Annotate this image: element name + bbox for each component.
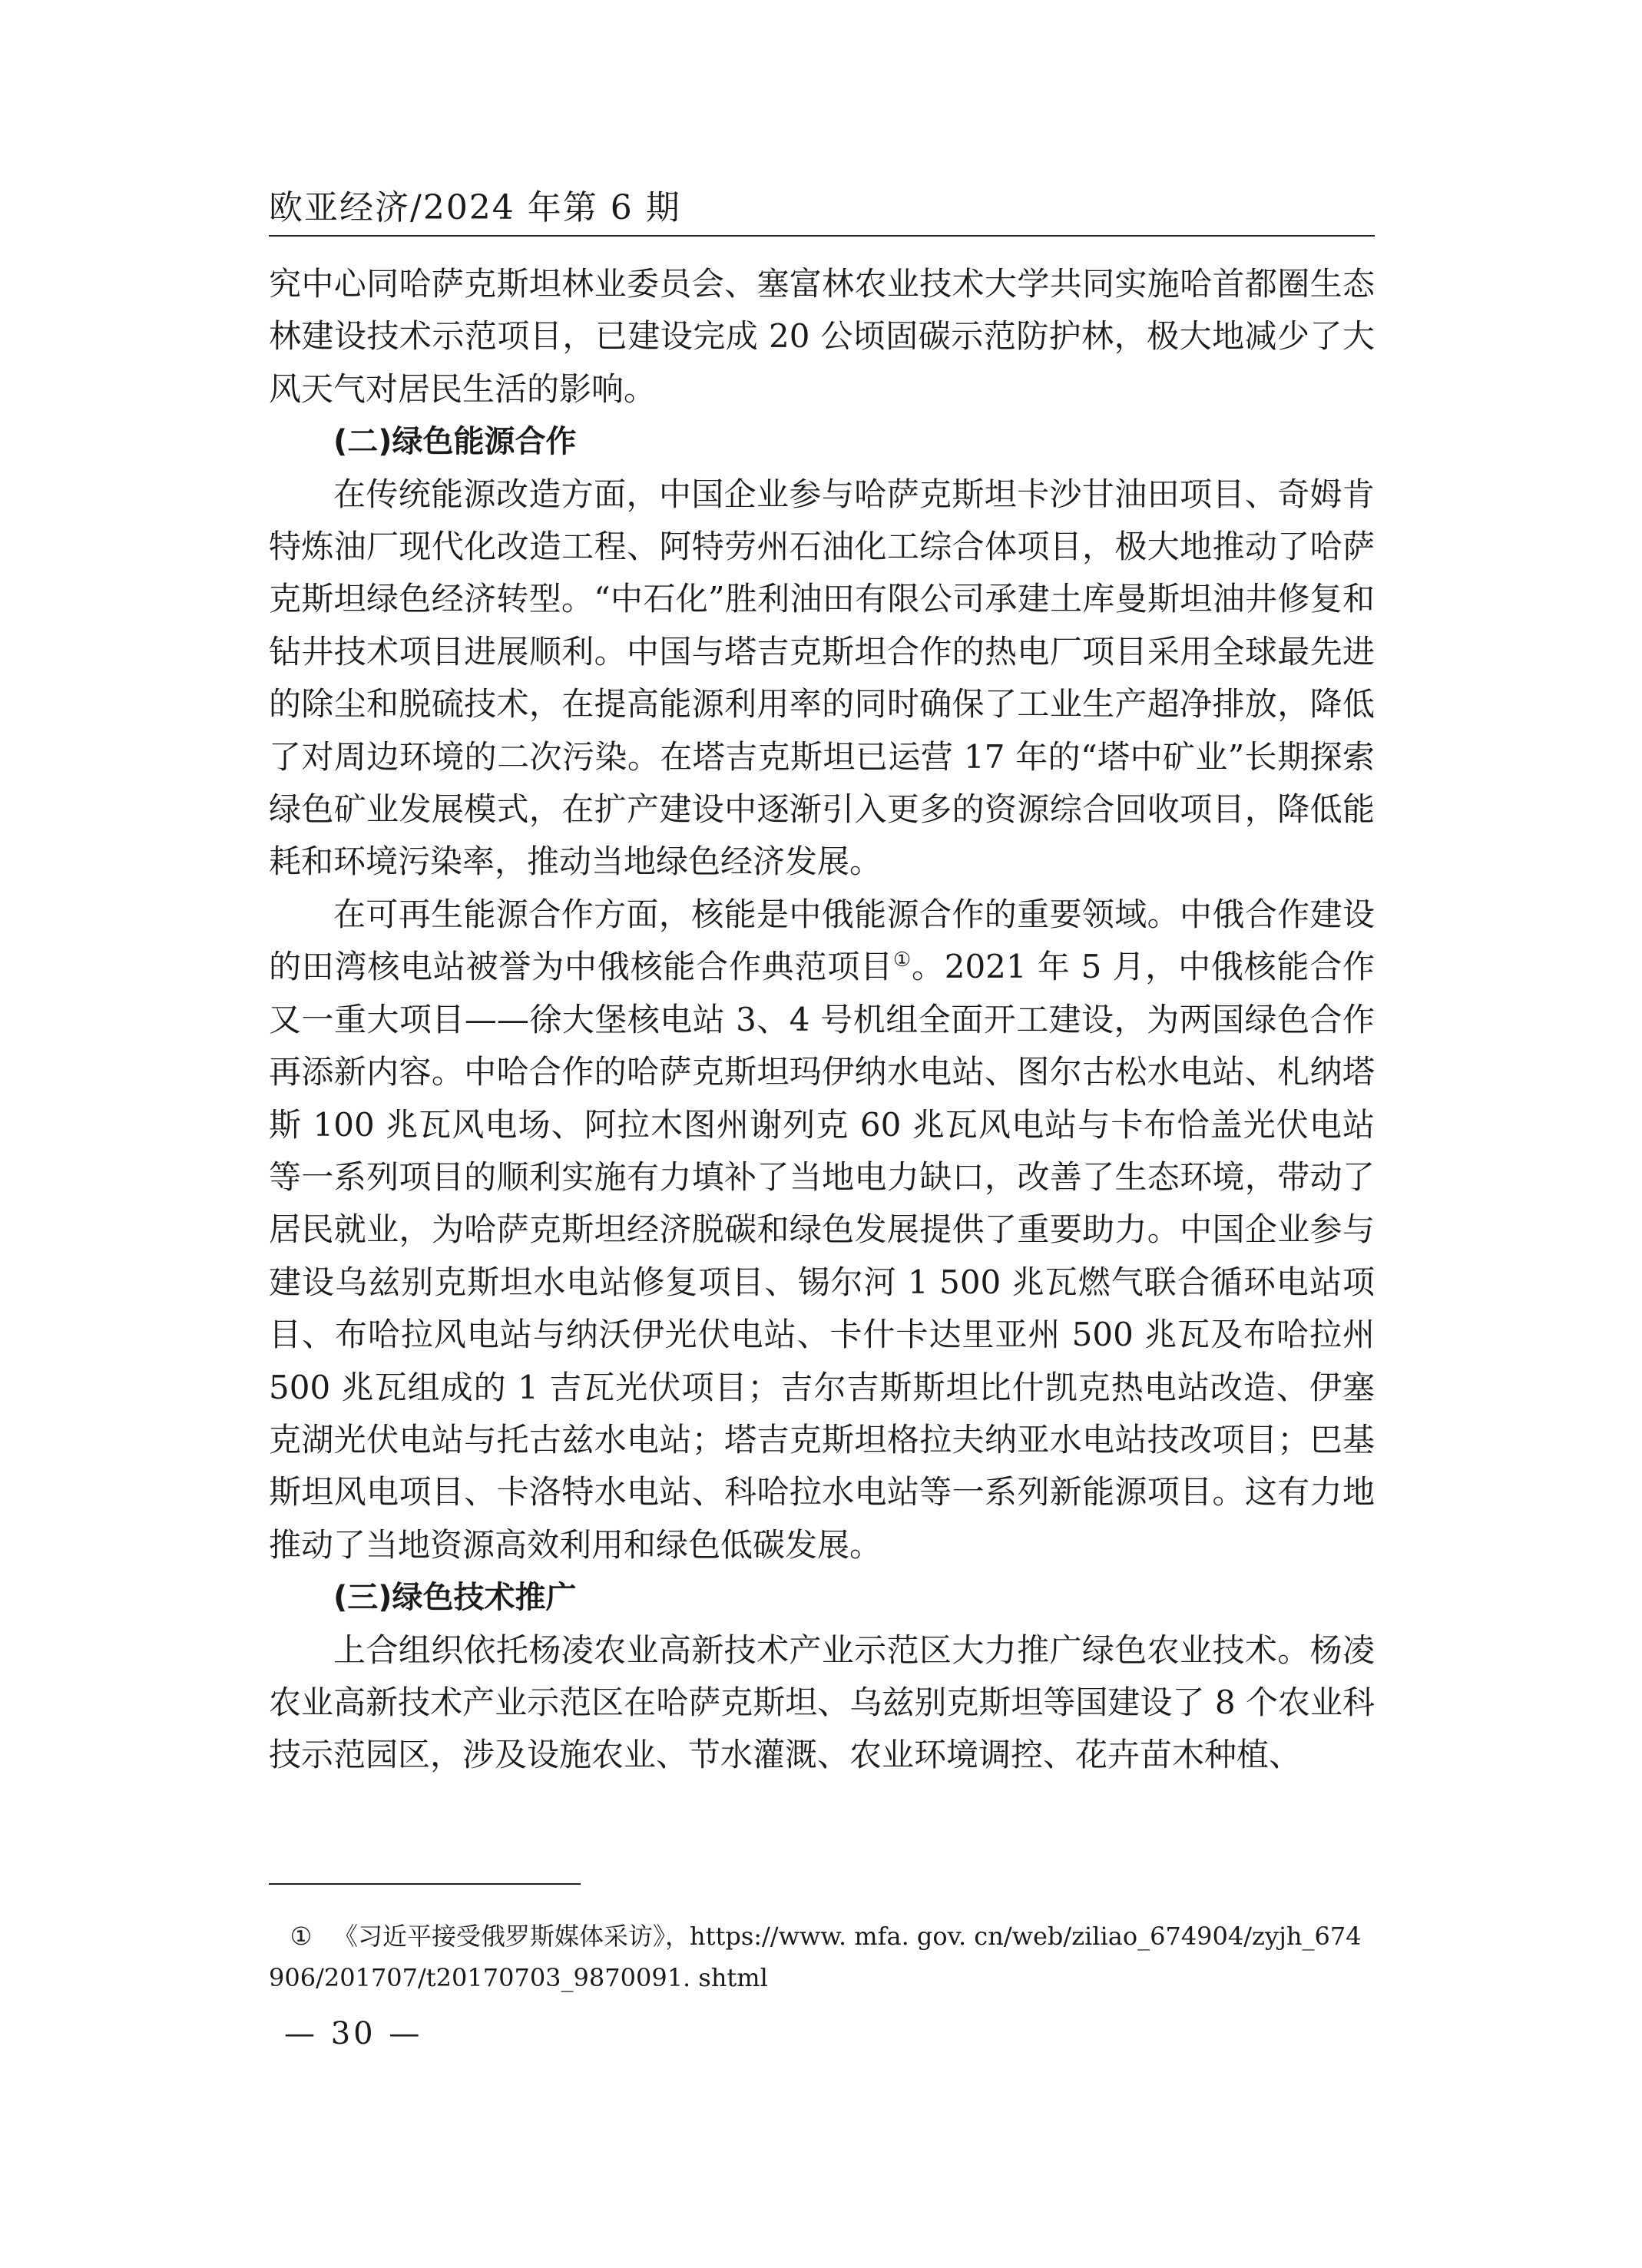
footnote-reference-mark[interactable]: ① (892, 949, 912, 972)
running-header: 欧亚经济/2024 年第 6 期 (269, 188, 681, 227)
footnote-mark: ① (290, 1922, 313, 1951)
paragraph-continued: 究中心同哈萨克斯坦林业委员会、塞富林农业技术大学共同实施哈首都圈生态林建设技术示范项目，已建设完成 20 公顷固碳示范防护林，极大地减少了大风天气对居民生活的影响。 (269, 265, 1375, 408)
paragraph-renewable-energy (269, 889, 1375, 1571)
document-page (269, 0, 1375, 2268)
paragraph-renewable-part-1: 在可再生能源合作方面，核能是中俄能源合作的重要领域。中俄合作建设的田湾核电站被誉为中俄核能合作典范项目 (269, 895, 1375, 986)
paragraph-renewable-part-2: 。2021 年 5 月，中俄核能合作又一重大项目——徐大堡核电站 3、4 号机组全面开工建设，为两国绿色合作再添新内容。中哈合作的哈萨克斯坦玛伊纳水电站、图尔古松水电站、札纳塔斯 100 兆瓦风电场、阿拉木图州谢列克 60 兆瓦风电站与卡布恰盖光伏电站等一系列项目的顺利实施有力填补了当地电力缺口，改善了生态环境，带动了居民就业，为哈萨克斯坦经济脱碳和绿色发展提供了重要助力。中国企业参与建设乌兹别克斯坦水电站修复项目、锡尔河 1 500 兆瓦燃气联合循环电站项目、布哈拉风电站与纳沃伊光伏电站、卡什卡达里亚州 500 兆瓦及布哈拉州 500 兆瓦组成的 1 吉瓦光伏项目；吉尔吉斯斯坦比什凯克热电站改造、伊塞克湖光伏电站与托古兹水电站；塔吉克斯坦格拉夫纳亚水电站技改项目；巴基斯坦风电项目、卡洛特水电站、科哈拉水电站等一系列新能源项目。这有力地推动了当地资源高效利用和绿色低碳发展。 (269, 948, 1375, 1564)
paragraph-green-technology: 上合组织依托杨凌农业高新技术产业示范区大力推广绿色农业技术。杨凌农业高新技术产业示范区在哈萨克斯坦、乌兹别克斯坦等国建设了 8 个农业科技示范园区，涉及设施农业、节水灌溉、农业环境调控、花卉苗木种植、 (269, 1631, 1375, 1774)
page-number: — 30 — (284, 2016, 423, 2051)
footnote-divider (269, 1883, 581, 1885)
section-heading-green-energy: (二)绿色能源合作 (333, 424, 577, 460)
section-heading-green-technology: (三)绿色技术推广 (333, 1580, 577, 1616)
article-body (269, 258, 1375, 1782)
paragraph-traditional-energy: 在传统能源改造方面，中国企业参与哈萨克斯坦卡沙甘油田项目、奇姆肯特炼油厂现代化改造工程、阿特劳州石油化工综合体项目，极大地推动了哈萨克斯坦绿色经济转型。“中石化”胜利油田有限公司承建土库曼斯坦油井修复和钻井技术项目进展顺利。中国与塔吉克斯坦合作的热电厂项目采用全球最先进的除尘和脱硫技术，在提高能源利用率的同时确保了工业生产超净排放，降低了对周边环境的二次污染。在塔吉克斯坦已运营 17 年的“塔中矿业”长期探索绿色矿业发展模式，在扩产建设中逐渐引入更多的资源综合回收项目，降低能耗和环境污染率，推动当地绿色经济发展。 (269, 475, 1375, 881)
footnote-text: 《习近平接受俄罗斯媒体采访》，https://www. mfa. gov. cn/web/ziliao_674904/zyjh_674906/201707/t20170703_9870091. shtml (269, 1922, 1362, 1992)
footnote (269, 1915, 1375, 1998)
header-divider (269, 235, 1375, 237)
